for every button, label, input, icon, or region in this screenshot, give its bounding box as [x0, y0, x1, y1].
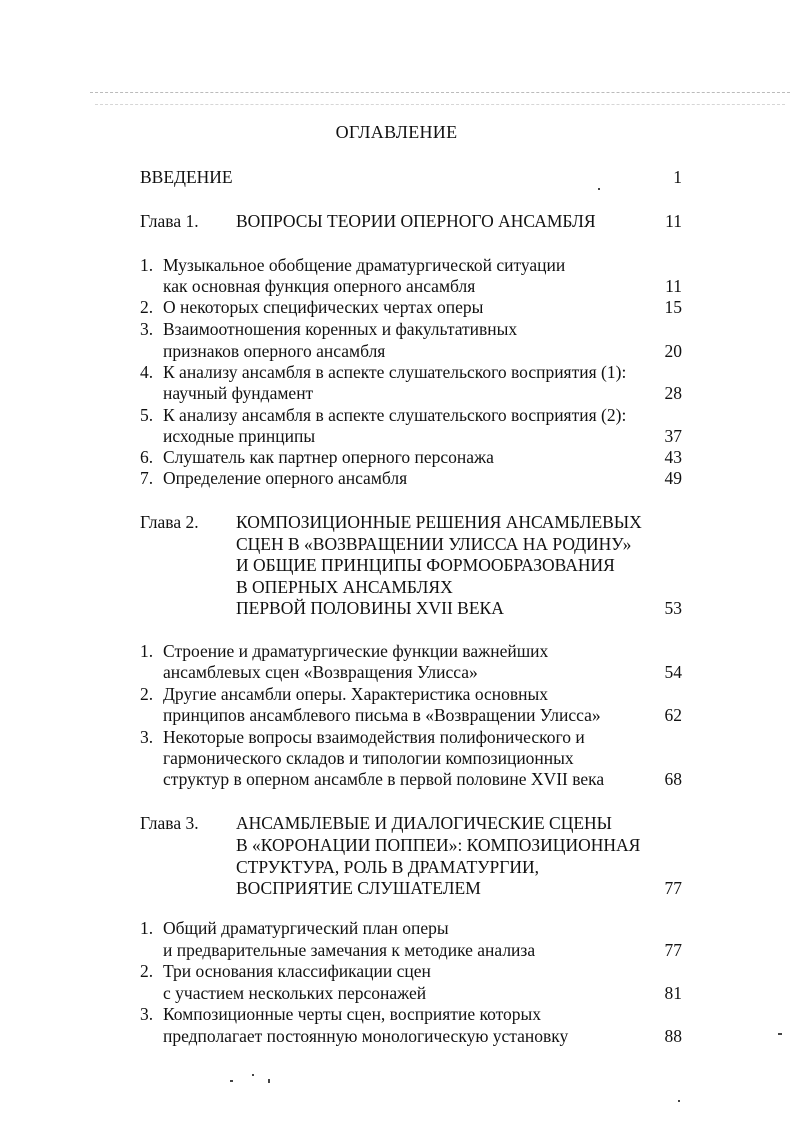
section-number: 1.: [140, 255, 154, 275]
section-page: 20: [664, 341, 682, 361]
chapter-title: СЦЕН В «ВОЗВРАЩЕНИИ УЛИССА НА РОДИНУ»: [236, 534, 632, 554]
chapter-label: Глава 1.: [140, 211, 199, 231]
page-title: ОГЛАВЛЕНИЕ: [335, 122, 458, 142]
section-title-line: исходные принципы: [163, 426, 316, 446]
section-title-line: гармонического складов и типологии композиционных: [163, 748, 574, 768]
scan-speck: [678, 1100, 680, 1102]
section-number: 1.: [140, 918, 154, 938]
scan-speck: [268, 1079, 270, 1083]
section-title-line: Три основания классификации сцен: [163, 961, 431, 981]
section-page: 43: [664, 447, 682, 467]
scan-speck: [252, 1074, 254, 1076]
scan-speck: [230, 1080, 233, 1082]
section-number: 2.: [140, 297, 154, 317]
section-title-line: К анализу ансамбля в аспекте слушательского восприятия (1):: [163, 362, 627, 382]
section-number: 7.: [140, 468, 154, 488]
section-title-line: и предварительные замечания к методике анализа: [163, 940, 536, 960]
section-title-line: Слушатель как партнер оперного персонажа: [163, 447, 494, 467]
section-page: 28: [664, 383, 682, 403]
chapter-page: 11: [665, 211, 682, 231]
chapter-title: ПЕРВОЙ ПОЛОВИНЫ XVII ВЕКА: [236, 598, 504, 618]
section-page: 15: [664, 297, 682, 317]
chapter-label: Глава 3.: [140, 813, 199, 833]
section-title-line: научный фундамент: [163, 383, 314, 403]
section-number: 6.: [140, 447, 154, 467]
chapter-title: СТРУКТУРА, РОЛЬ В ДРАМАТУРГИИ,: [236, 857, 540, 877]
section-page: 11: [665, 276, 682, 296]
intro-page: 1: [673, 167, 682, 187]
section-title-line: О некоторых специфических чертах оперы: [163, 297, 484, 317]
section-title-line: Общий драматургический план оперы: [163, 918, 449, 938]
section-page: 37: [664, 426, 682, 446]
section-number: 1.: [140, 641, 154, 661]
section-number: 4.: [140, 362, 154, 382]
section-title-line: структур в оперном ансамбле в первой половине XVII века: [163, 769, 605, 789]
section-title-line: с участием нескольких персонажей: [163, 983, 427, 1003]
section-title-line: Композиционные черты сцен, восприятие которых: [163, 1004, 542, 1024]
section-page: 88: [664, 1026, 682, 1046]
section-page: 77: [664, 940, 682, 960]
section-page: 49: [664, 468, 682, 488]
section-page: 81: [664, 983, 682, 1003]
section-number: 2.: [140, 961, 154, 981]
scan-speck: [778, 1033, 782, 1035]
section-title-line: предполагает постоянную монологическую установку: [163, 1026, 569, 1046]
scan-speck: [598, 188, 600, 190]
chapter-page: 77: [664, 878, 682, 898]
chapter-title: АНСАМБЛЕВЫЕ И ДИАЛОГИЧЕСКИЕ СЦЕНЫ: [236, 813, 612, 833]
section-number: 3.: [140, 727, 154, 747]
section-title-line: как основная функция оперного ансамбля: [163, 276, 476, 296]
section-title-line: Некоторые вопросы взаимодействия полифонического и: [163, 727, 585, 747]
section-number: 2.: [140, 684, 154, 704]
chapter-label: Глава 2.: [140, 512, 199, 532]
chapter-page: 53: [664, 598, 682, 618]
section-title-line: принципов ансамблевого письма в «Возвращении Улисса»: [163, 705, 601, 725]
chapter-title: КОМПОЗИЦИОННЫЕ РЕШЕНИЯ АНСАМБЛЕВЫХ: [236, 512, 642, 532]
section-title-line: ансамблевых сцен «Возвращения Улисса»: [163, 662, 478, 682]
section-title-line: Строение и драматургические функции важнейших: [163, 641, 549, 661]
chapter-title: В «КОРОНАЦИИ ПОППЕИ»: КОМПОЗИЦИОННАЯ: [236, 835, 641, 855]
section-title-line: признаков оперного ансамбля: [163, 341, 386, 361]
section-page: 54: [664, 662, 682, 682]
chapter-title: В ОПЕРНЫХ АНСАМБЛЯХ: [236, 577, 453, 597]
section-page: 68: [664, 769, 682, 789]
section-title-line: Другие ансамбли оперы. Характеристика основных: [163, 684, 549, 704]
section-page: 62: [664, 705, 682, 725]
section-number: 5.: [140, 405, 154, 425]
intro-label: ВВЕДЕНИЕ: [140, 167, 233, 187]
section-title-line: К анализу ансамбля в аспекте слушательского восприятия (2):: [163, 405, 627, 425]
chapter-title: И ОБЩИЕ ПРИНЦИПЫ ФОРМООБРАЗОВАНИЯ: [236, 555, 615, 575]
chapter-title: ВОПРОСЫ ТЕОРИИ ОПЕРНОГО АНСАМБЛЯ: [236, 211, 596, 231]
section-title-line: Взаимоотношения коренных и факультативных: [163, 319, 518, 339]
section-title-line: Определение оперного ансамбля: [163, 468, 408, 488]
section-title-line: Музыкальное обобщение драматургической ситуации: [163, 255, 566, 275]
section-number: 3.: [140, 1004, 154, 1024]
chapter-title: ВОСПРИЯТИЕ СЛУШАТЕЛЕМ: [236, 878, 481, 898]
section-number: 3.: [140, 319, 154, 339]
